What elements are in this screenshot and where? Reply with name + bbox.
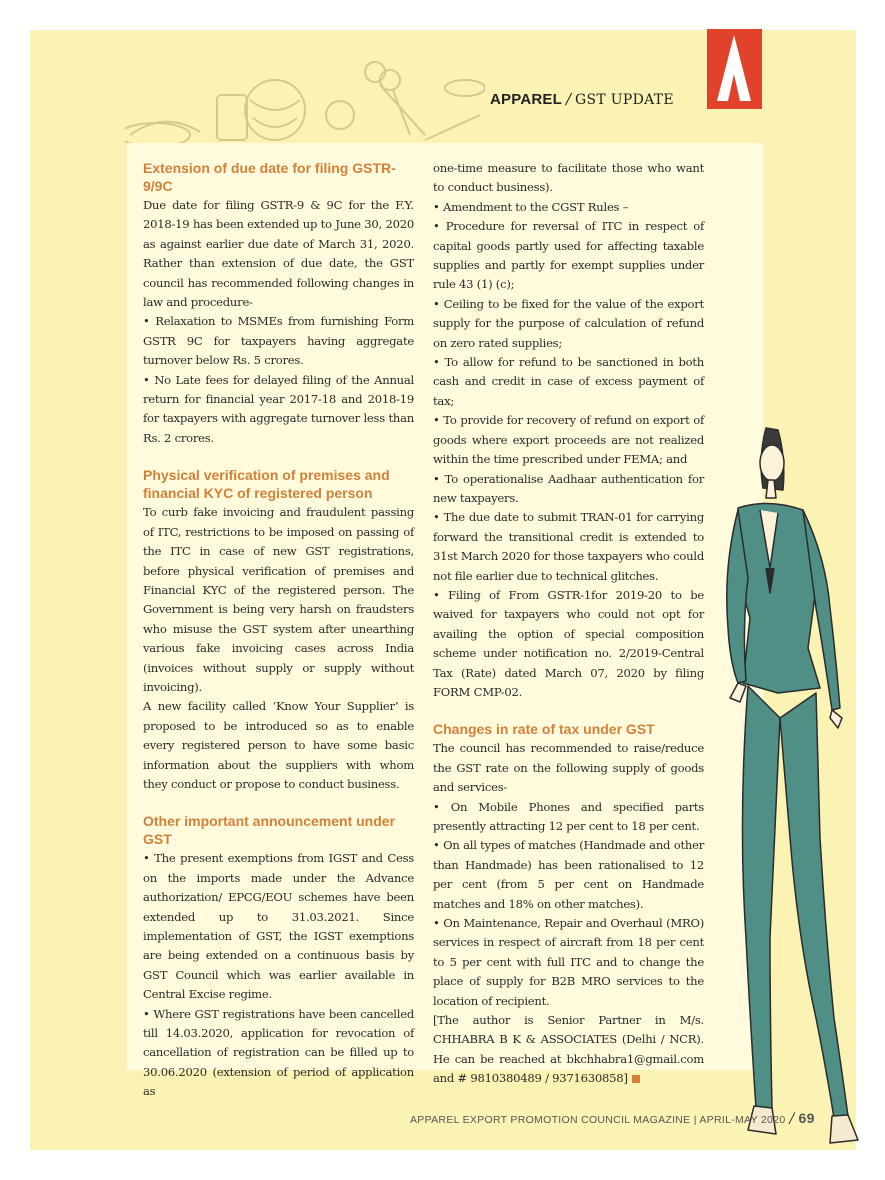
article-panel — [127, 143, 763, 1099]
bullet-item: • To allow for refund to be sanctioned in both cash and credit in case of excess payment of tax; — [433, 355, 704, 408]
header-brand: APPAREL — [490, 91, 562, 108]
bullet-item: • On Mobile Phones and specified parts presently attracting 12 per cent to 18 per cent. — [433, 799, 704, 833]
footer-magazine: APPAREL EXPORT PROMOTION COUNCIL MAGAZINE | APRIL-MAY 2020 — [410, 1114, 786, 1126]
paragraph: A new facility called ‘Know Your Supplier’ is proposed to be introduced so as to enable every registered person to have some basic information about the suppliers with whom they conduct or propose to conduct business. — [143, 699, 414, 791]
paragraph: Due date for filing GSTR-9 & 9C for the F.Y. 2018-19 has been extended up to June 30, 2020 as against earlier due date of March 31, 2020. Rather than extension of due date, the GST council has recommended following changes in law and procedure- — [143, 198, 414, 310]
bullet-item: • To operationalise Aadhaar authentication for new taxpayers. — [433, 471, 704, 505]
left-column — [143, 159, 414, 1102]
header-separator: / — [565, 90, 572, 108]
bullet-item: • The present exemptions from IGST and Cess on the imports made under the Advance authorization/ EPCG/EOU schemes have been extended up to 31.03.2021. Since implementation of GST, the IGST exemptions are being extended on a continuous basis by GST Council which was earlier available in Central Excise regime. — [143, 851, 414, 1002]
bullet-item: • On all types of matches (Handmade and other than Handmade) has been rationalised to 12 per cent (from 5 per cent on Handmade matches and 18% on other matches). — [433, 838, 704, 911]
heading-rate-changes: Changes in rate of tax under GST — [433, 721, 655, 738]
heading-other-announcements: Other important announcement under GST — [143, 813, 396, 848]
bullet-item: • Amendment to the CGST Rules – — [433, 199, 629, 214]
paragraph: one-time measure to facilitate those who want to conduct business). — [433, 161, 704, 195]
header-section: GST UPDATE — [575, 92, 674, 108]
author-text: [The author is Senior Partner in M/s. CHHABRA B K & ASSOCIATES (Delhi / NCR). He can be reached at bkchhabra1@gmail.com and # 9810380489 / 9371630858] — [433, 1013, 704, 1086]
bullet-item: • The due date to submit TRAN-01 for carrying forward the transitional credit is extended to 31st March 2020 for those taxpayers who could not file earlier due to technical glitches. — [433, 510, 704, 583]
bullet-item: • No Late fees for delayed filing of the Annual return for financial year 2017-18 and 2018-19 for taxpayers with aggregate turnover less than Rs. 2 crores. — [143, 372, 414, 445]
paragraph: To curb fake invoicing and fraudulent passing of ITC, restrictions to be imposed on passing of the ITC in case of new GST registrations, before physical verification of premises and Financial KYC of the registered person. The Government is being very harsh on fraudsters who misuse the GST system after unearthing various fake invoicing cases across India (invoices without supply or supply without invoicing). — [143, 505, 414, 694]
sewing-tools-sketch-icon — [125, 40, 485, 150]
bullet-item: • Procedure for reversal of ITC in respect of capital goods partly used for affecting taxable supplies and partly for exempt supplies under rule 43 (1) (c); — [433, 219, 704, 292]
bullet-item: • Relaxation to MSMEs from furnishing Form GSTR 9C for taxpayers having aggregate turnover below Rs. 5 crores. — [143, 314, 414, 368]
bullet-item: • To provide for recovery of refund on export of goods where export proceeds are not realized within the time prescribed under FEMA; and — [433, 413, 704, 467]
page-number: 69 — [798, 1110, 815, 1126]
heading-physical-verification: Physical verification of premises and financial KYC of registered person — [143, 467, 390, 502]
author-note — [433, 1011, 704, 1089]
bullet-item: • Filing of From GSTR-1for 2019-20 to be waived for taxpayers who could not opt for availing the option of special composition scheme under notification no. 2/2019-Central Tax (Rate) dated March 07, 2020 by filing FORM CMP-02. — [433, 587, 704, 699]
bullet-item: • On Maintenance, Repair and Overhaul (MRO) services in respect of aircraft from 18 per cent to 5 per cent with full ITC and to change the place of supply for B2B MRO services to the location of recipient. — [433, 916, 704, 1008]
bullet-item: • Where GST registrations have been cancelled till 14.03.2020, application for revocation of cancellation of registration can be filled up to 30.06.2020 (extension of period of application as — [143, 1006, 414, 1099]
paragraph: The council has recommended to raise/reduce the GST rate on the following supply of goods and services- — [433, 741, 704, 795]
letter-a-logo-icon — [707, 29, 762, 109]
end-mark-icon — [632, 1075, 640, 1083]
heading-due-date: Extension of due date for filing GSTR-9/9C — [143, 160, 396, 194]
fashion-model-suit-sketch-icon — [708, 418, 868, 1158]
bullet-item: • Ceiling to be fixed for the value of the export supply for the purpose of calculation of refund on zero rated supplies; — [433, 296, 704, 350]
right-column — [433, 159, 704, 1089]
footer-separator: / — [789, 1111, 795, 1127]
section-header — [490, 90, 674, 108]
page-footer — [410, 1110, 815, 1127]
